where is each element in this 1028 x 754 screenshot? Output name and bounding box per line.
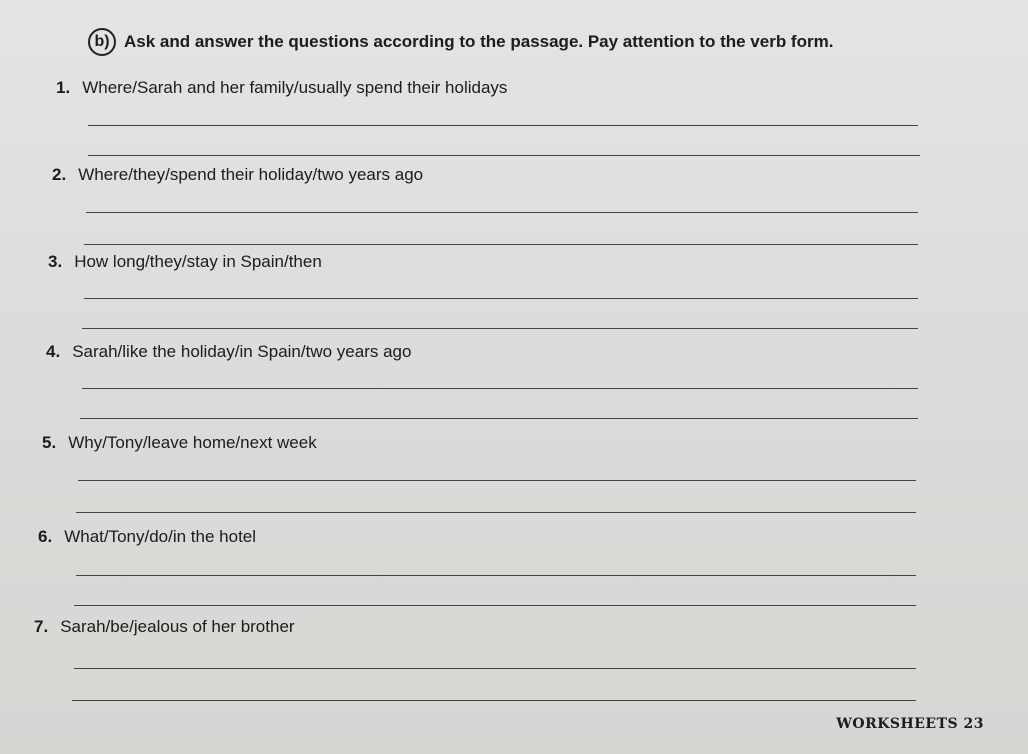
question-text: Where/Sarah and her family/usually spend their holidays: [82, 78, 508, 97]
answer-line[interactable]: [88, 125, 918, 126]
question-number: 4.: [46, 342, 61, 361]
question-text: What/Tony/do/in the hotel: [64, 527, 257, 546]
question-2: [52, 165, 423, 185]
question-number: 1.: [56, 78, 71, 97]
question-text: Where/they/spend their holiday/two years ago: [78, 165, 424, 184]
answer-line[interactable]: [76, 575, 916, 576]
question-5: [42, 433, 317, 453]
question-3: [48, 252, 322, 272]
question-6: [38, 527, 256, 547]
question-number: 6.: [38, 527, 53, 546]
footer-label: WORKSHEETS 23: [836, 716, 984, 732]
question-number: 5.: [42, 433, 57, 452]
answer-line[interactable]: [88, 155, 920, 156]
question-number: 3.: [48, 252, 63, 271]
question-text: Sarah/be/jealous of her brother: [60, 617, 295, 636]
exercise-heading: [88, 28, 833, 56]
exercise-instruction: Ask and answer the questions according to the passage. Pay attention to the verb form.: [124, 32, 834, 51]
question-number: 7.: [34, 617, 49, 636]
answer-line[interactable]: [84, 244, 918, 245]
question-1: [56, 78, 507, 98]
answer-line[interactable]: [74, 668, 916, 669]
answer-line[interactable]: [78, 480, 916, 481]
answer-line[interactable]: [80, 418, 918, 419]
answer-line[interactable]: [84, 298, 918, 299]
answer-line[interactable]: [72, 700, 916, 701]
exercise-marker: b): [88, 28, 116, 56]
question-text: Sarah/like the holiday/in Spain/two years ago: [72, 342, 412, 361]
question-number: 2.: [52, 165, 67, 184]
answer-line[interactable]: [86, 212, 918, 213]
question-4: [46, 342, 411, 362]
question-text: How long/they/stay in Spain/then: [74, 252, 322, 271]
answer-line[interactable]: [82, 388, 918, 389]
answer-line[interactable]: [74, 605, 916, 606]
answer-line[interactable]: [76, 512, 916, 513]
answer-line[interactable]: [82, 328, 918, 329]
question-7: [34, 617, 295, 637]
question-text: Why/Tony/leave home/next week: [68, 433, 317, 452]
